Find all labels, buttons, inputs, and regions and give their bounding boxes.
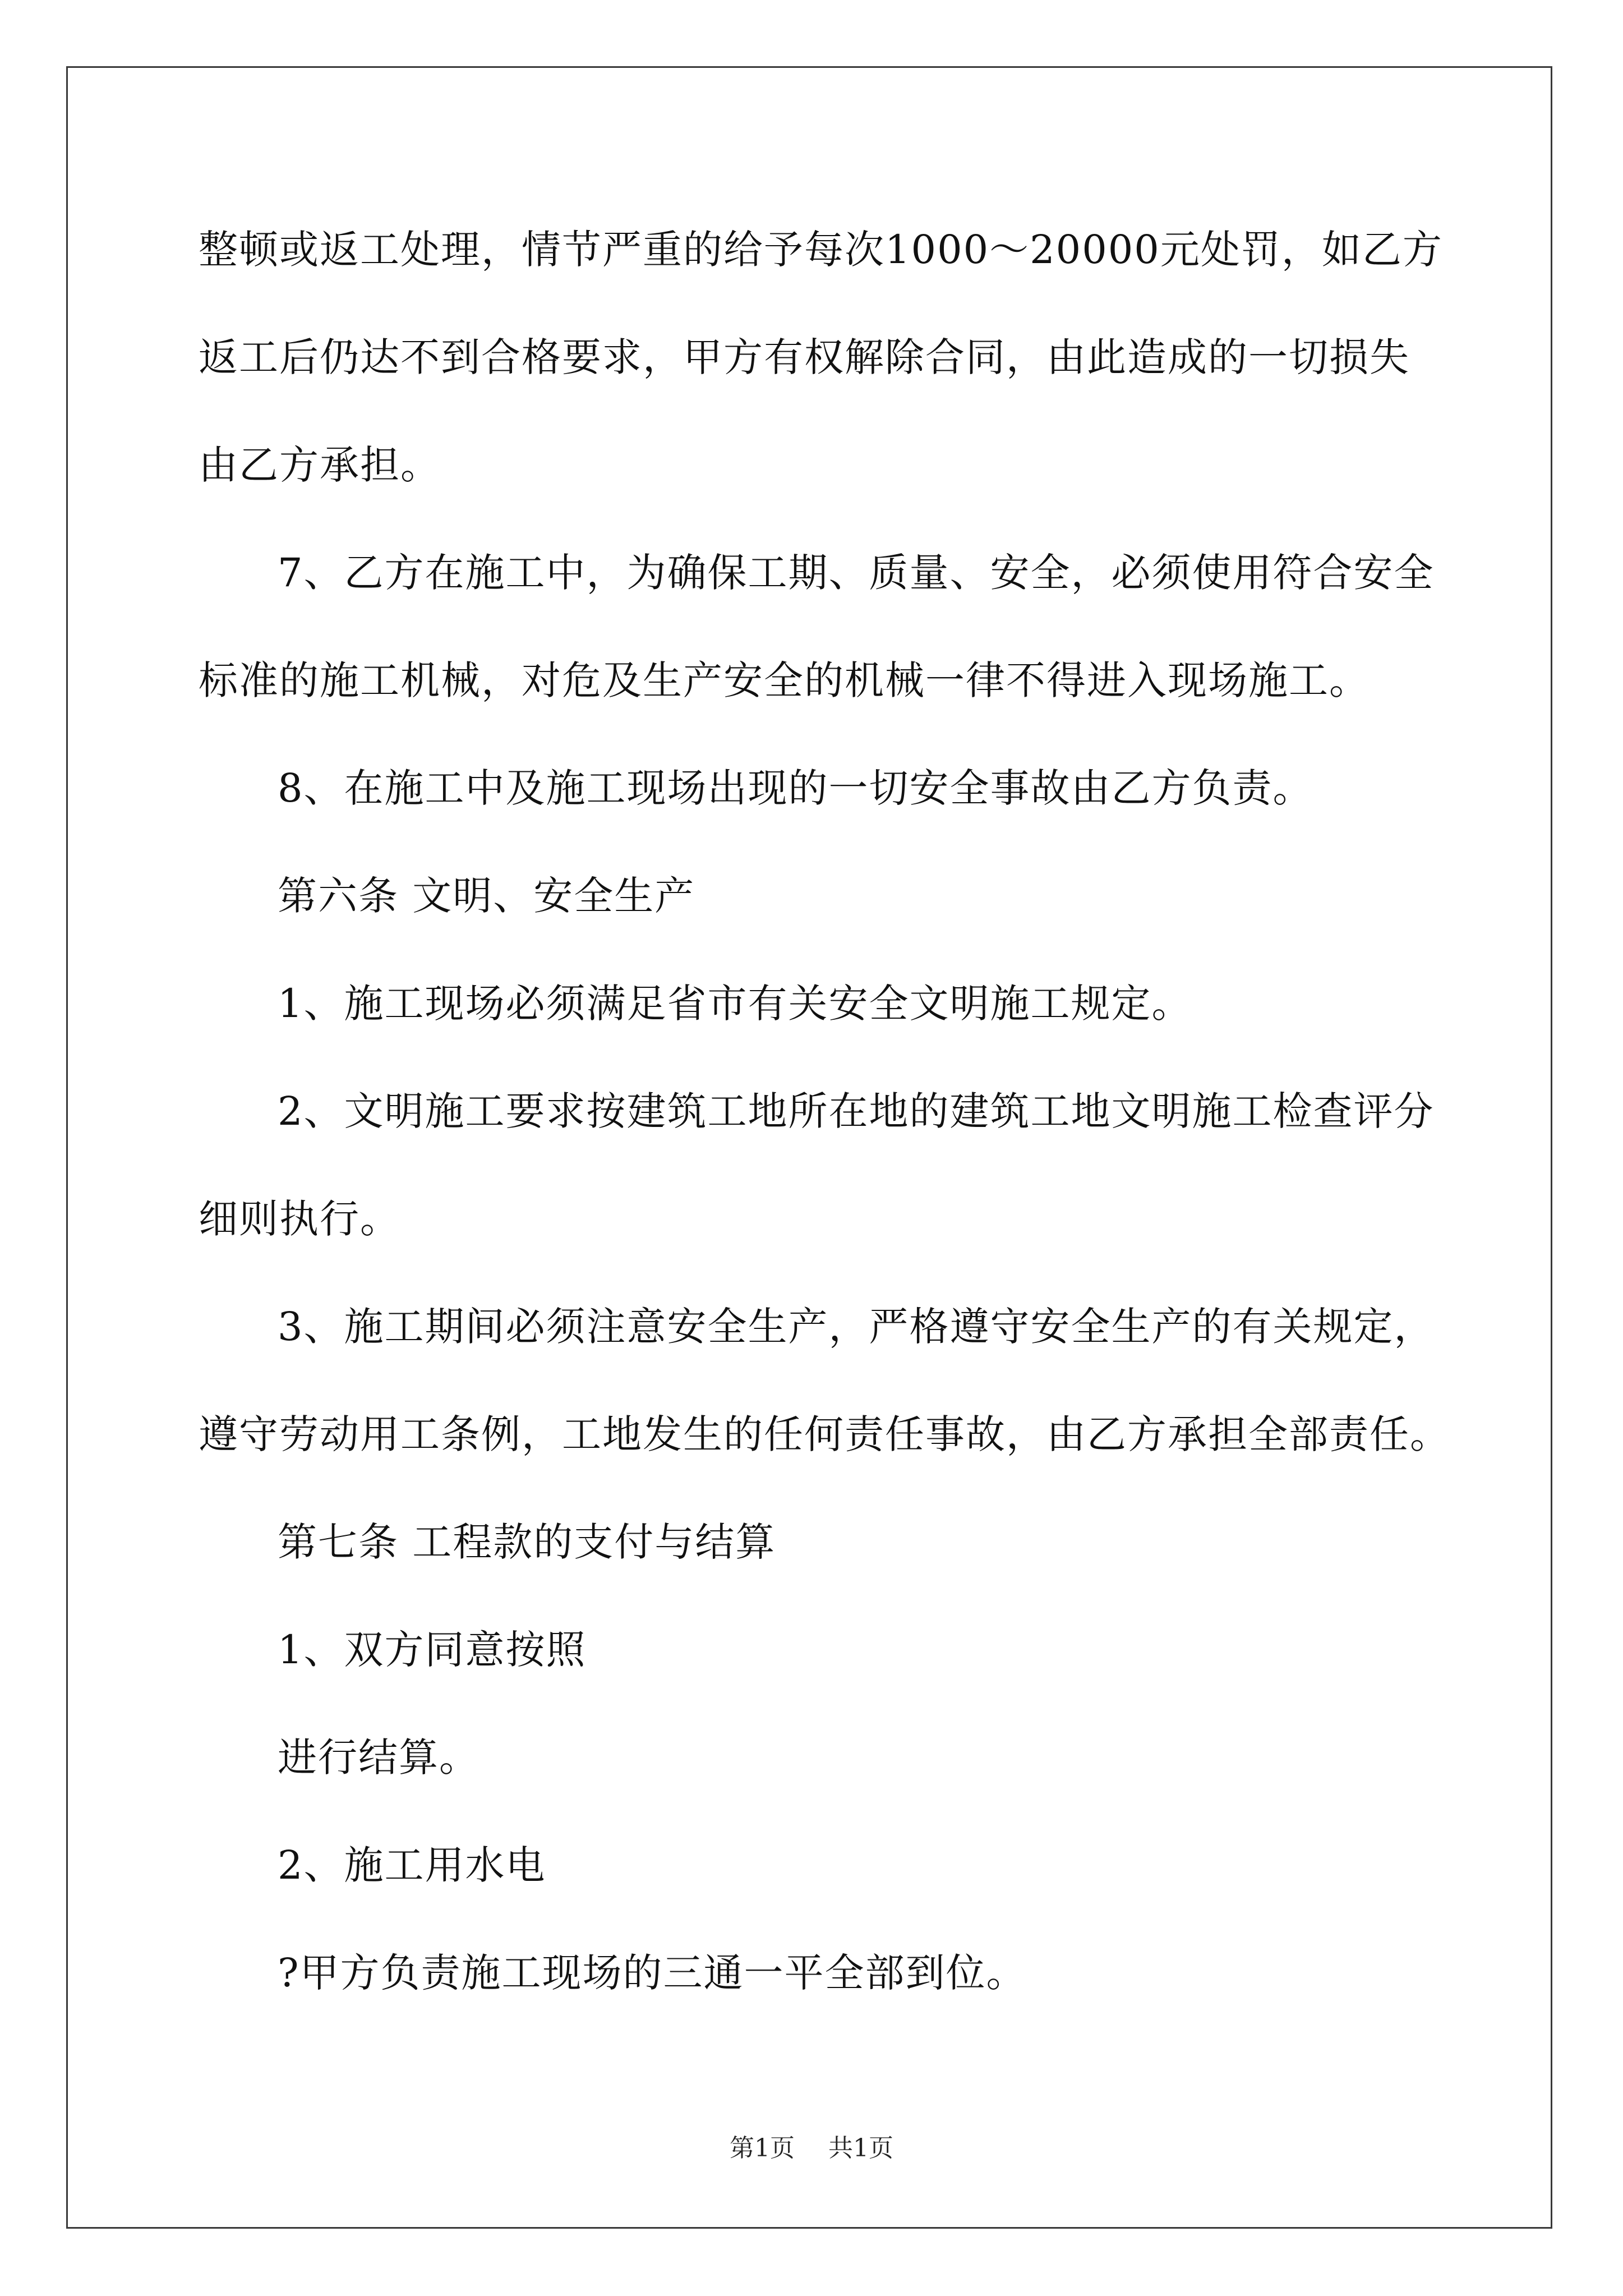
text-line: 由乙方承担。 [199, 442, 441, 488]
text-line: 7、乙方在施工中，为确保工期、质量、安全，必须使用符合安全 [278, 550, 1435, 596]
section-heading: 第七条 工程款的支付与结算 [278, 1519, 776, 1565]
text-line: 1、双方同意按照 [278, 1627, 587, 1673]
text-line: 遵守劳动用工条例，工地发生的任何责任事故，由乙方承担全部责任。 [199, 1411, 1450, 1457]
text-line: 3、施工期间必须注意安全生产，严格遵守安全生产的有关规定， [278, 1304, 1435, 1350]
text-line: 1、施工现场必须满足省市有关安全文明施工规定。 [278, 981, 1192, 1027]
section-heading: 第六条 文明、安全生产 [278, 873, 695, 919]
page-footer [0, 2132, 1623, 2165]
text-line: ?甲方负责施工现场的三通一平全部到位。 [278, 1950, 1027, 1996]
text-line: 细则执行。 [199, 1196, 400, 1242]
text-line: 8、在施工中及施工现场出现的一切安全事故由乙方负责。 [278, 765, 1313, 811]
text-line: 2、文明施工要求按建筑工地所在地的建筑工地文明施工检查评分 [278, 1088, 1435, 1134]
page-total: 共1页 [828, 2134, 893, 2162]
text-line: 标准的施工机械，对危及生产安全的机械一律不得进入现场施工。 [199, 657, 1370, 703]
text-line: 返工后仍达不到合格要求，甲方有权解除合同，由此造成的一切损失 [199, 334, 1410, 380]
text-line: 进行结算。 [278, 1734, 479, 1780]
page-number: 第1页 [730, 2134, 795, 2162]
page-border [66, 66, 1552, 2229]
text-line: 整顿或返工处理，情节严重的给予每次1000～20000元处罚，如乙方 [199, 227, 1443, 273]
text-line: 2、施工用水电 [278, 1842, 546, 1888]
